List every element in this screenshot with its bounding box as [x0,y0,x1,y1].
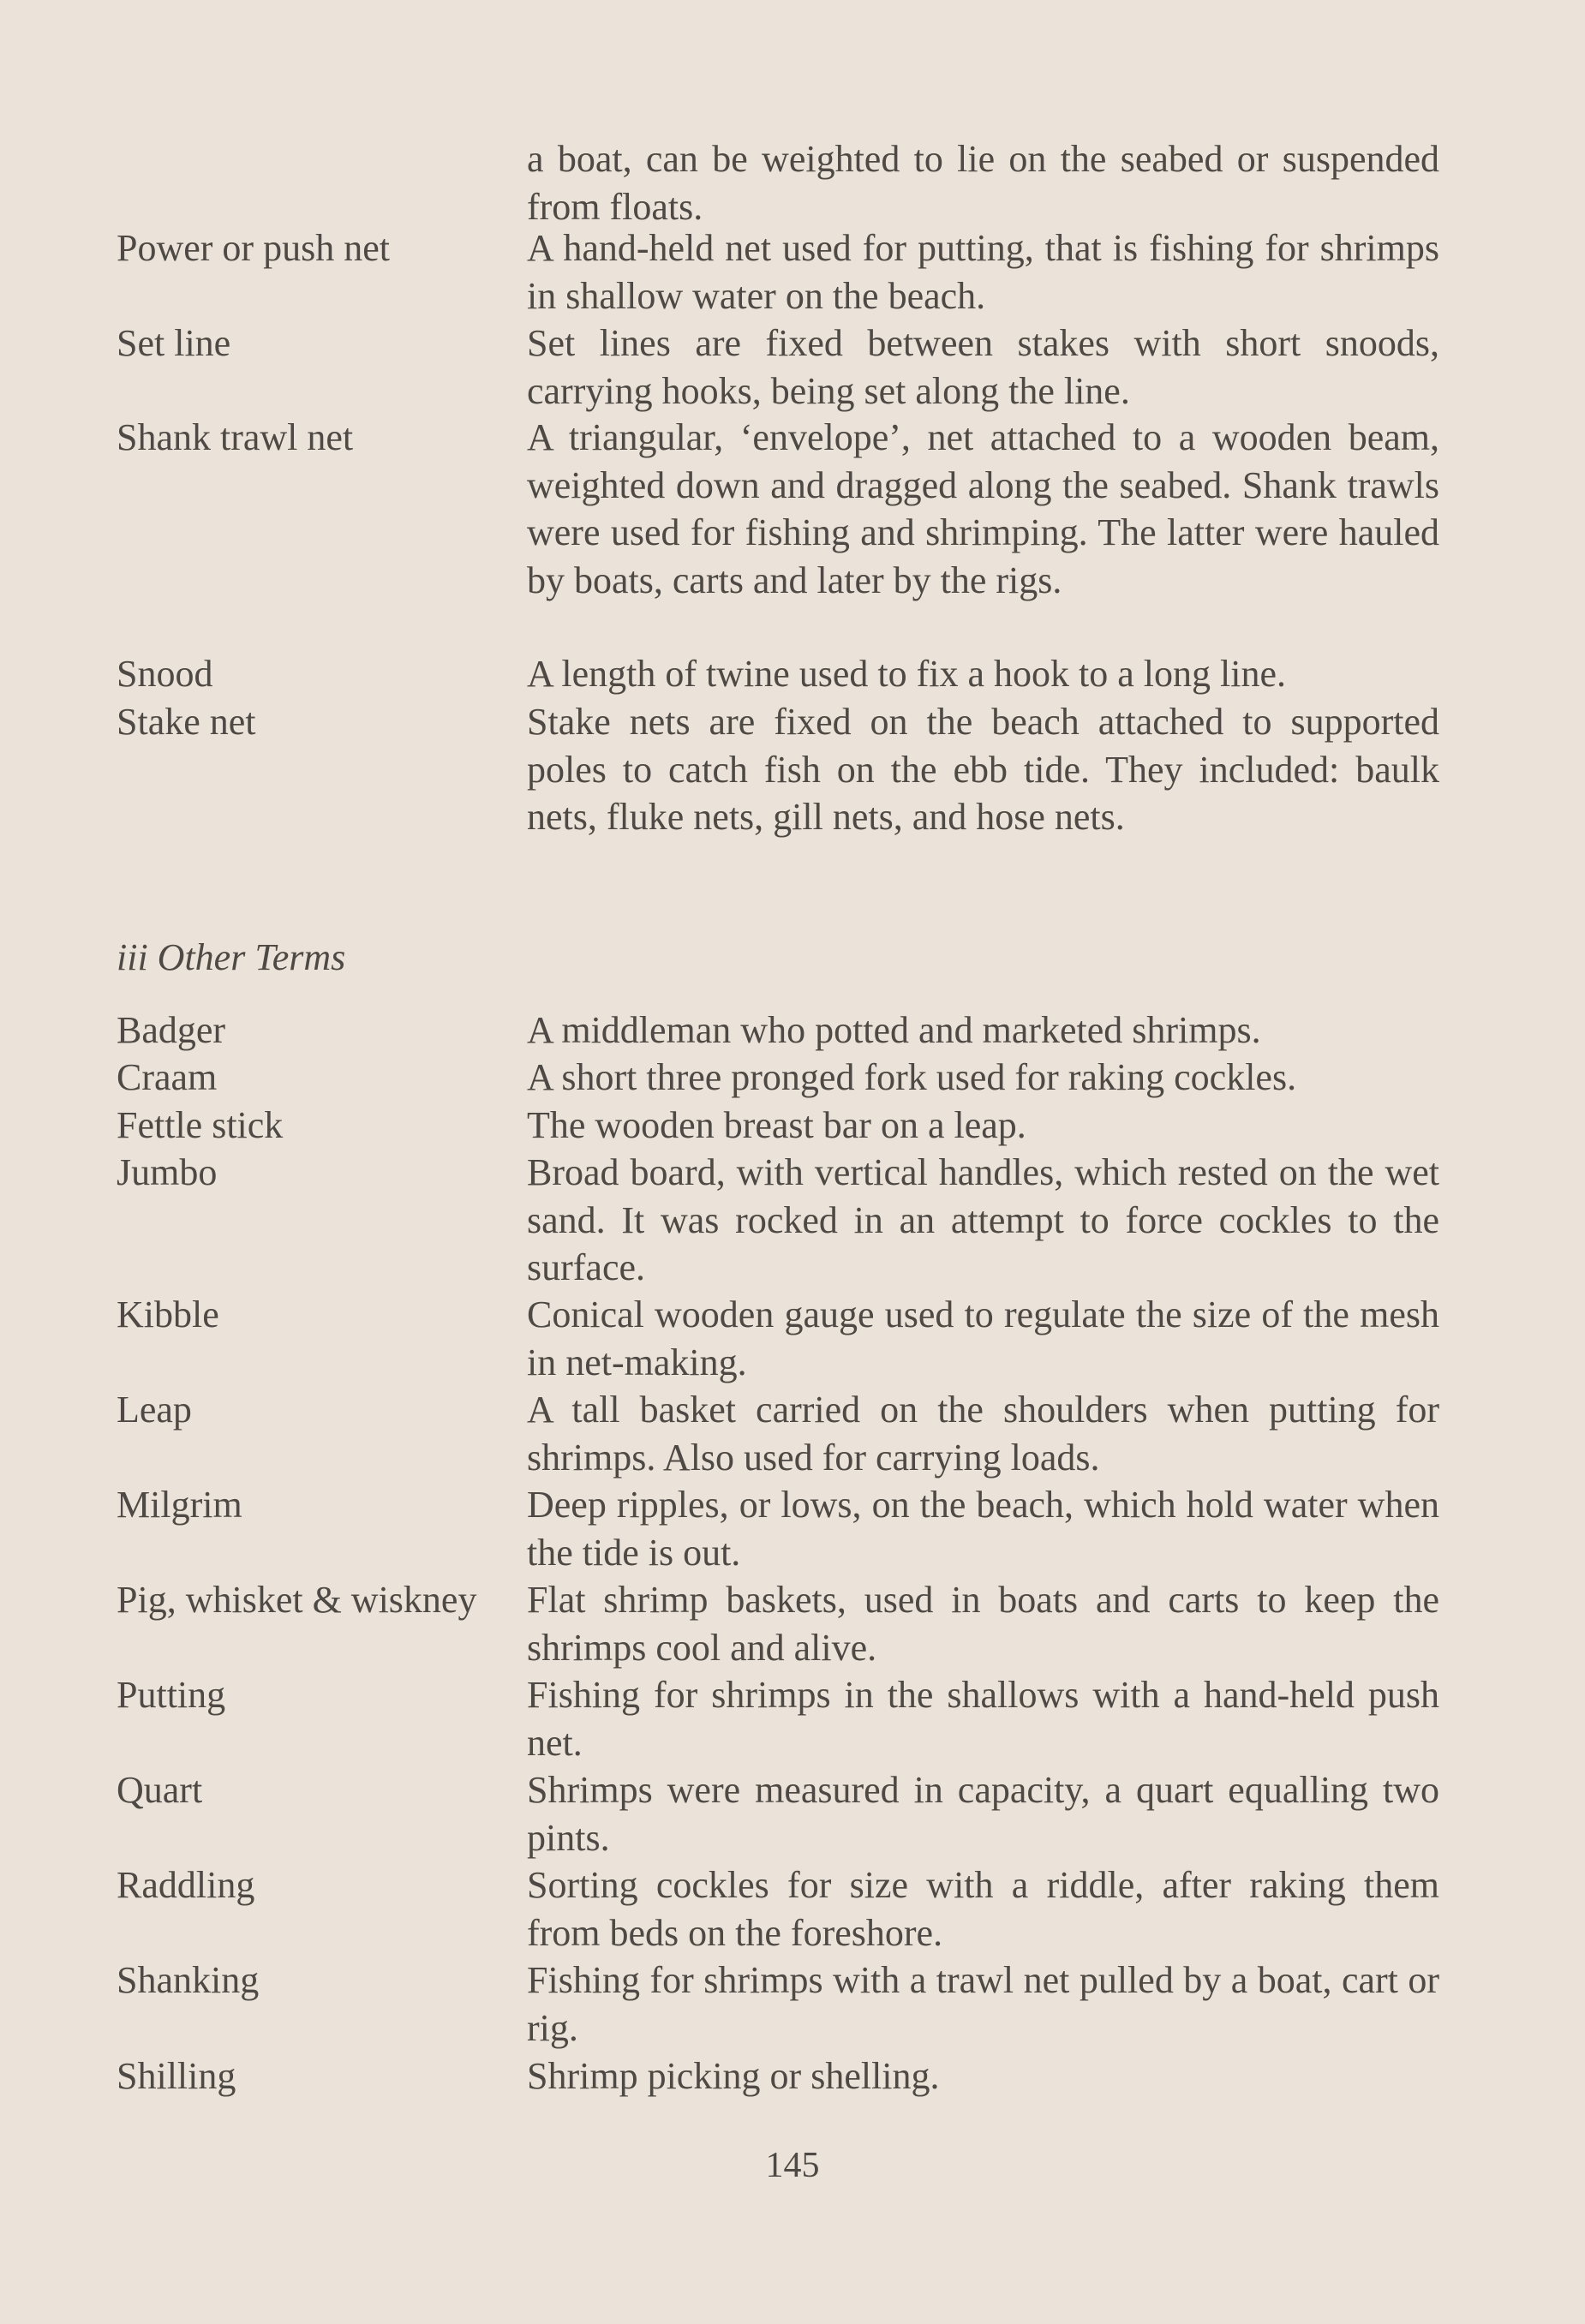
term: Set line [117,322,231,364]
definition: Stake nets are fixed on the beach attached to supported poles to catch fish on the ebb tide. They included: baulk nets, fluke nets, gill nets, and hose nets. [527,701,1439,838]
term: Power or push net [117,227,390,269]
term: Pig, whisket & wiskney [117,1579,477,1621]
definition: Conical wooden gauge used to regulate the size of the mesh in net-making. [527,1293,1439,1383]
term: Shanking [117,1959,260,2001]
term: Raddling [117,1864,255,1906]
definition: Deep ripples, or lows, on the beach, which hold water when the tide is out. [527,1484,1439,1574]
definition: A tall basket carried on the shoulders when putting for shrimps. Also used for carrying loads. [527,1389,1439,1479]
term: Shilling [117,2055,236,2097]
term: Badger [117,1009,226,1051]
definition: Fishing for shrimps in the shallows with a hand-held push net. [527,1674,1439,1764]
term: Milgrim [117,1484,242,1526]
term: Craam [117,1056,218,1098]
term: Jumbo [117,1151,218,1193]
term: Shank trawl net [117,416,354,458]
term: Kibble [117,1293,219,1335]
definition: Flat shrimp baskets, used in boats and carts to keep the shrimps cool and alive. [527,1579,1439,1669]
term: Stake net [117,701,256,743]
definition: A hand-held net used for putting, that is fishing for shrimps in shallow water on the beach. [527,227,1439,317]
definition: Broad board, with vertical handles, which rested on the wet sand. It was rocked in an attempt to force cockles to the surface. [527,1151,1439,1288]
definition: Shrimp picking or shelling. [527,2055,940,2097]
section-heading: iii Other Terms [117,936,346,978]
definition: Shrimps were measured in capacity, a quart equalling two pints. [527,1769,1439,1859]
definition: Set lines are fixed between stakes with short snoods, carrying hooks, being set along the line. [527,322,1439,412]
definition: The wooden breast bar on a leap. [527,1104,1026,1146]
definition-continued: a boat, can be weighted to lie on the seabed or suspended from floats. [527,138,1439,228]
term: Fettle stick [117,1104,284,1146]
term: Leap [117,1389,192,1431]
definition: A length of twine used to fix a hook to a long line. [527,653,1286,695]
definition: A short three pronged fork used for raking cockles. [527,1056,1297,1098]
page-number: 145 [765,2146,820,2185]
term: Snood [117,653,213,695]
definition: Fishing for shrimps with a trawl net pulled by a boat, cart or rig. [527,1959,1439,2049]
definition: A triangular, ‘envelope’, net attached to a wooden beam, weighted down and dragged along the seabed. Shank trawls were used for fishing and shrimping. The latter were hauled by boats, carts and later by the rigs. [527,416,1439,601]
term: Putting [117,1674,226,1716]
definition: A middleman who potted and marketed shrimps. [527,1009,1261,1051]
definition: Sorting cockles for size with a riddle, after raking them from beds on the foreshore. [527,1864,1439,1954]
term: Quart [117,1769,203,1811]
